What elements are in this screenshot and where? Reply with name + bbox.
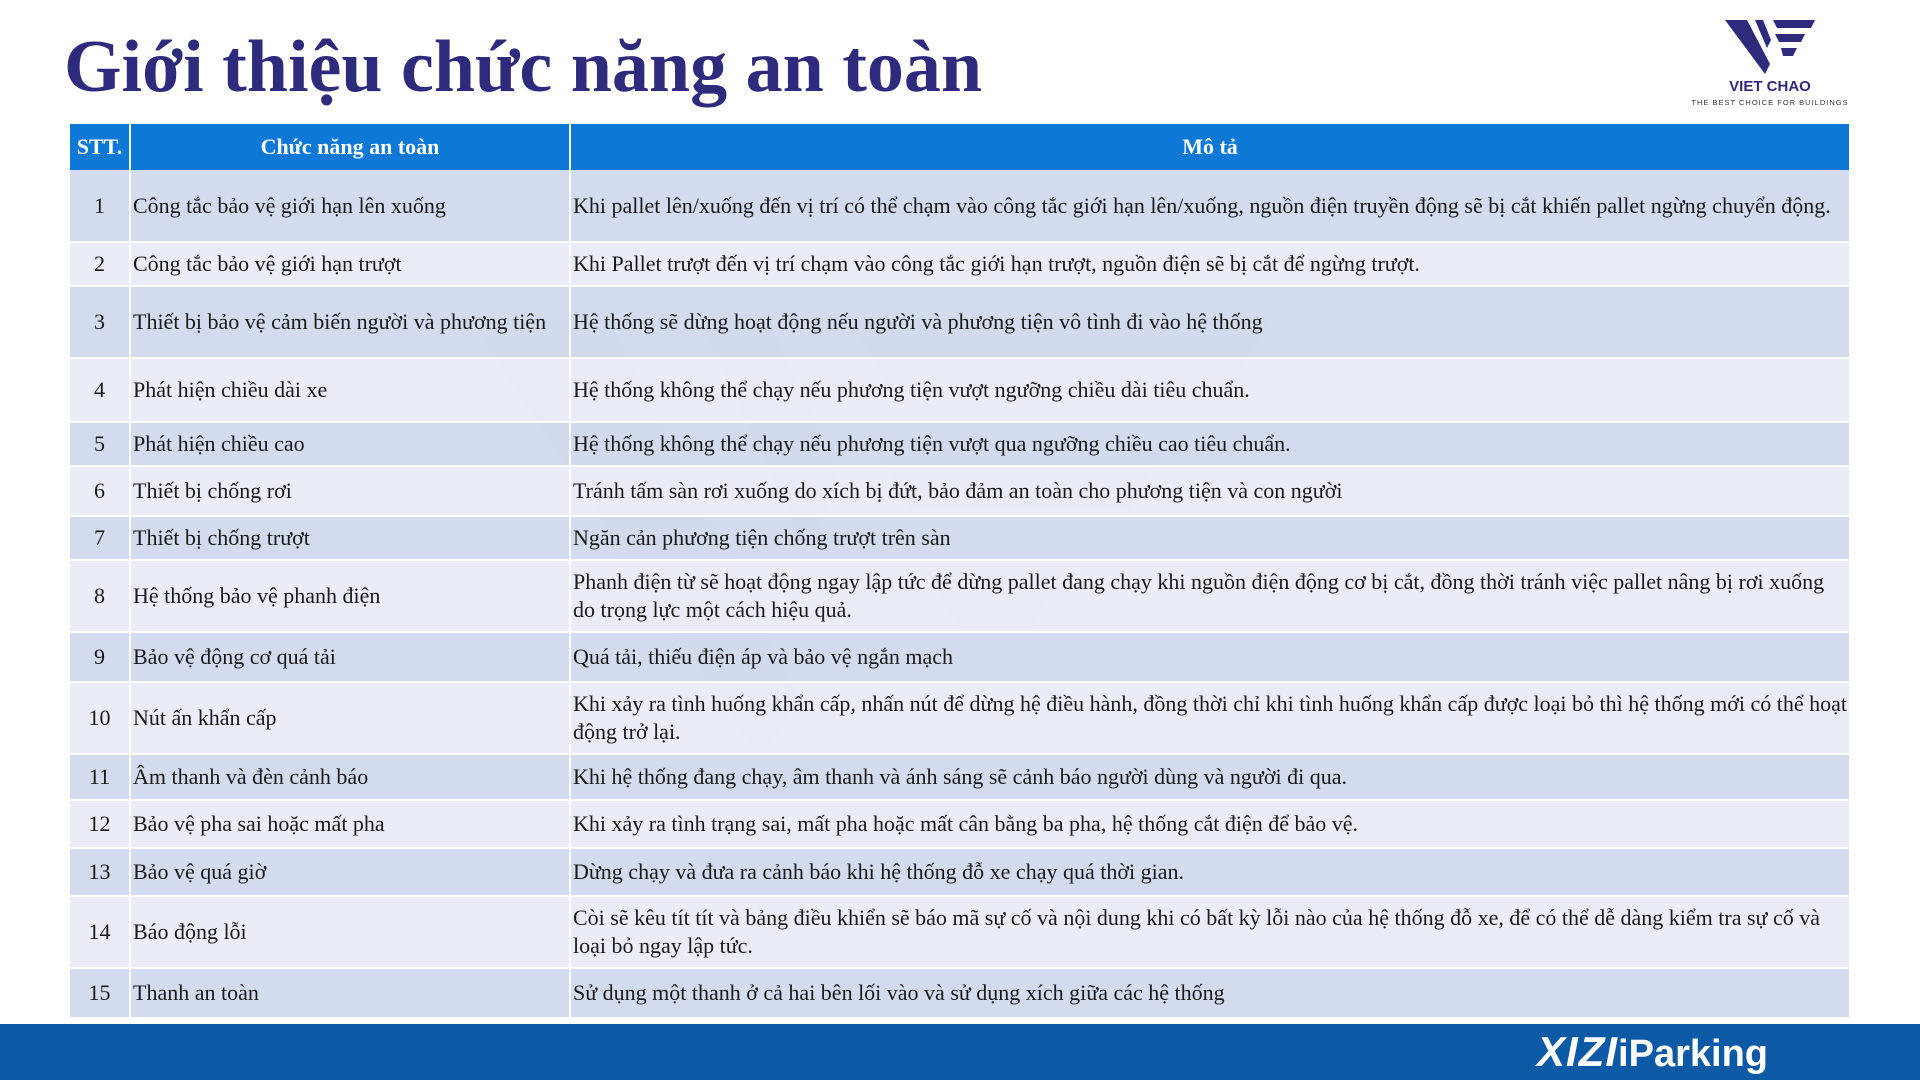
row-function: Phát hiện chiều dài xe <box>130 358 570 422</box>
row-description: Khi Pallet trượt đến vị trí chạm vào công tắc giới hạn trượt, nguồn điện sẽ bị cắt để ngừng trượt. <box>570 242 1850 286</box>
table-row <box>70 632 1850 682</box>
row-stt: 4 <box>70 358 130 422</box>
table-row <box>70 896 1850 968</box>
row-description: Tránh tấm sàn rơi xuống do xích bị đứt, bảo đảm an toàn cho phương tiện và con người <box>570 466 1850 516</box>
row-stt: 12 <box>70 800 130 848</box>
table-row <box>70 754 1850 800</box>
row-function: Phát hiện chiều cao <box>130 422 570 466</box>
row-stt: 15 <box>70 968 130 1018</box>
row-function: Thiết bị chống trượt <box>130 516 570 560</box>
row-stt: 1 <box>70 170 130 242</box>
safety-functions-table-container <box>70 124 1850 1019</box>
row-function: Thiết bị bảo vệ cảm biến người và phương tiện <box>130 286 570 358</box>
page-title: Giới thiệu chức năng an toàn <box>64 26 983 108</box>
row-description: Ngăn cản phương tiện chống trượt trên sàn <box>570 516 1850 560</box>
table-row <box>70 422 1850 466</box>
row-stt: 5 <box>70 422 130 466</box>
row-stt: 6 <box>70 466 130 516</box>
table-row <box>70 170 1850 242</box>
table-row <box>70 682 1850 754</box>
row-function: Công tắc bảo vệ giới hạn lên xuống <box>130 170 570 242</box>
row-stt: 2 <box>70 242 130 286</box>
header-function: Chức năng an toàn <box>130 124 570 170</box>
row-stt: 10 <box>70 682 130 754</box>
row-function: Thanh an toàn <box>130 968 570 1018</box>
row-description: Quá tải, thiếu điện áp và bảo vệ ngắn mạch <box>570 632 1850 682</box>
brand-logo <box>1537 1030 1768 1076</box>
row-function: Thiết bị chống rơi <box>130 466 570 516</box>
row-stt: 8 <box>70 560 130 632</box>
table-row <box>70 560 1850 632</box>
row-description: Dừng chạy và đưa ra cảnh báo khi hệ thống đỗ xe chạy quá thời gian. <box>570 848 1850 896</box>
row-description: Khi xảy ra tình trạng sai, mất pha hoặc mất cân bằng ba pha, hệ thống cắt điện để bảo vệ. <box>570 800 1850 848</box>
row-function: Âm thanh và đèn cảnh báo <box>130 754 570 800</box>
table-row <box>70 242 1850 286</box>
row-description: Phanh điện từ sẽ hoạt động ngay lập tức để dừng pallet đang chạy khi nguồn điện động cơ bị cắt, đồng thời tránh việc pallet nâng bị rơi xuống do trọng lực một cách hiệu quả. <box>570 560 1850 632</box>
table-row <box>70 358 1850 422</box>
row-description: Còi sẽ kêu tít tít và bảng điều khiển sẽ báo mã sự cố và nội dung khi có bất kỳ lỗi nào của hệ thống đỗ xe, để có thể dễ dàng kiểm tra sự cố và loại bỏ ngay lập tức. <box>570 896 1850 968</box>
row-function: Bảo vệ động cơ quá tải <box>130 632 570 682</box>
row-description: Sử dụng một thanh ở cả hai bên lối vào và sử dụng xích giữa các hệ thống <box>570 968 1850 1018</box>
row-description: Khi pallet lên/xuống đến vị trí có thể chạm vào công tắc giới hạn lên/xuống, nguồn điện truyền động sẽ bị cắt khiến pallet ngừng chuyển động. <box>570 170 1850 242</box>
row-function: Báo động lỗi <box>130 896 570 968</box>
company-logo <box>1690 20 1850 112</box>
table-row <box>70 466 1850 516</box>
table-row <box>70 800 1850 848</box>
row-stt: 7 <box>70 516 130 560</box>
table-header-row <box>70 124 1850 170</box>
table-row <box>70 286 1850 358</box>
row-description: Hệ thống sẽ dừng hoạt động nếu người và phương tiện vô tình đi vào hệ thống <box>570 286 1850 358</box>
brand-sub: iParking <box>1618 1033 1768 1075</box>
logo-name: VIET CHAO <box>1729 78 1811 95</box>
row-function: Bảo vệ quá giờ <box>130 848 570 896</box>
header-description: Mô tả <box>570 124 1850 170</box>
safety-functions-table <box>70 124 1851 1019</box>
table-row <box>70 848 1850 896</box>
table-row <box>70 968 1850 1018</box>
logo-tagline: THE BEST CHOICE FOR BUILDINGS <box>1691 98 1849 107</box>
row-description: Hệ thống không thể chạy nếu phương tiện vượt ngưỡng chiều dài tiêu chuẩn. <box>570 358 1850 422</box>
row-function: Công tắc bảo vệ giới hạn trượt <box>130 242 570 286</box>
row-stt: 9 <box>70 632 130 682</box>
brand-main: XIZI <box>1537 1028 1619 1075</box>
row-stt: 13 <box>70 848 130 896</box>
row-description: Khi xảy ra tình huống khẩn cấp, nhấn nút để dừng hệ điều hành, đồng thời chỉ khi tình huống khẩn cấp được loại bỏ thì hệ thống mới có thể hoạt động trở lại. <box>570 682 1850 754</box>
row-stt: 14 <box>70 896 130 968</box>
row-function: Bảo vệ pha sai hoặc mất pha <box>130 800 570 848</box>
header-stt: STT. <box>70 124 130 170</box>
row-function: Nút ấn khẩn cấp <box>130 682 570 754</box>
row-function: Hệ thống bảo vệ phanh điện <box>130 560 570 632</box>
footer-bar <box>0 1024 1920 1080</box>
table-row <box>70 516 1850 560</box>
row-stt: 3 <box>70 286 130 358</box>
row-description: Khi hệ thống đang chạy, âm thanh và ánh sáng sẽ cảnh báo người dùng và người đi qua. <box>570 754 1850 800</box>
vc-logo-icon <box>1725 20 1815 76</box>
row-stt: 11 <box>70 754 130 800</box>
row-description: Hệ thống không thể chạy nếu phương tiện vượt qua ngưỡng chiều cao tiêu chuẩn. <box>570 422 1850 466</box>
